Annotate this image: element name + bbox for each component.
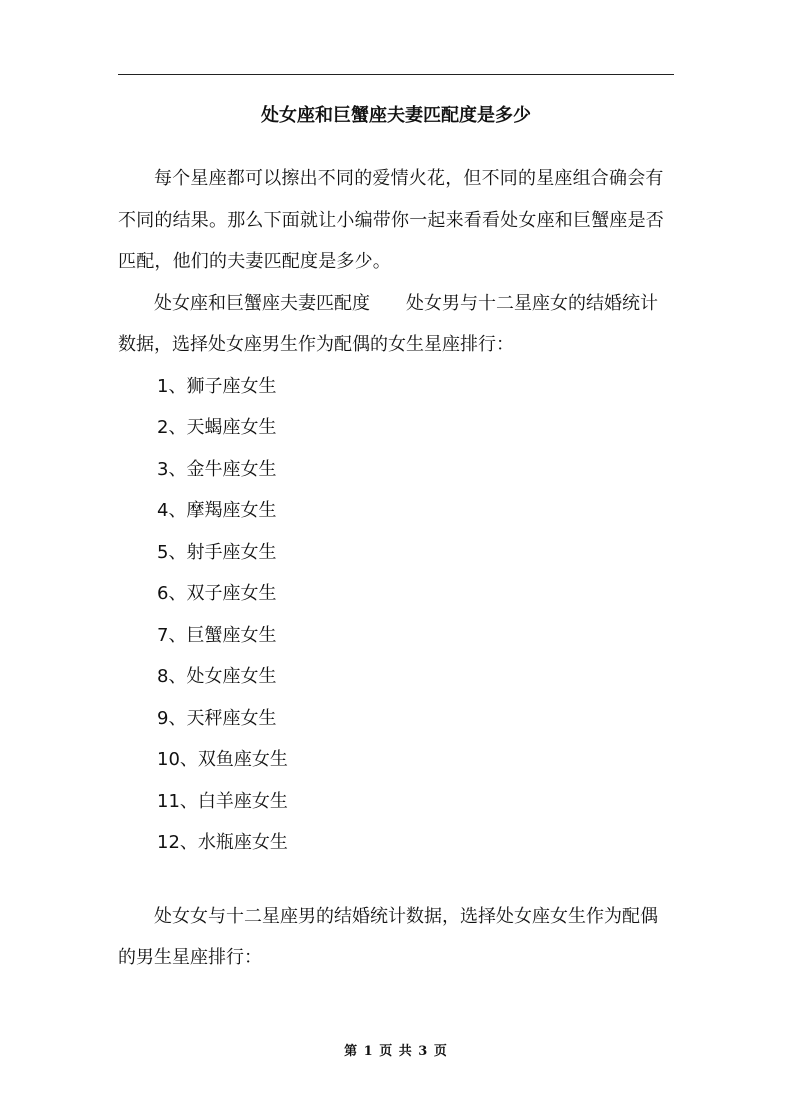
ranking-item: 7、巨蟹座女生 — [157, 624, 277, 646]
ranking-item: 3、金牛座女生 — [157, 458, 277, 480]
section-heading: 处女座和巨蟹座夫妻匹配度 — [154, 292, 370, 314]
intro-paragraph: 每个星座都可以擦出不同的爱情火花，但不同的星座组合确会有不同的结果。那么下面就让小编带你一起来看看处女座和巨蟹座是否匹配，他们的夫妻匹配度是多少。 — [118, 168, 664, 272]
ranking-item: 4、摩羯座女生 — [157, 500, 277, 521]
ranking-item: 5、射手座女生 — [157, 541, 277, 563]
section-text: 处女男与十二星座女的结婚统计数据，选择处女座男生作为配偶的女生星座排行： — [118, 292, 658, 355]
closing-paragraph: 处女女与十二星座男的结婚统计数据，选择处女座女生作为配偶的男生星座排行： — [118, 905, 658, 968]
paragraph-spacer — [118, 864, 674, 896]
header-divider — [118, 74, 674, 75]
page-title: 处女座和巨蟹座夫妻匹配度是多少 — [261, 105, 531, 126]
ranking-item: 10、双鱼座女生 — [157, 749, 288, 770]
page-number: 第 1 页 共 3 页 — [344, 1044, 448, 1059]
ranking-item: 12、水瓶座女生 — [157, 832, 288, 853]
ranking-item: 9、天秤座女生 — [157, 707, 277, 729]
document-body — [118, 158, 674, 979]
ranking-item: 6、双子座女生 — [157, 583, 277, 604]
ranking-item: 1、狮子座女生 — [157, 375, 277, 397]
section-paragraph — [118, 283, 674, 366]
ranking-item: 11、白羊座女生 — [157, 790, 288, 812]
ranking-list — [118, 366, 674, 864]
ranking-item: 2、天蝎座女生 — [157, 417, 277, 438]
ranking-item: 8、处女座女生 — [157, 666, 277, 687]
